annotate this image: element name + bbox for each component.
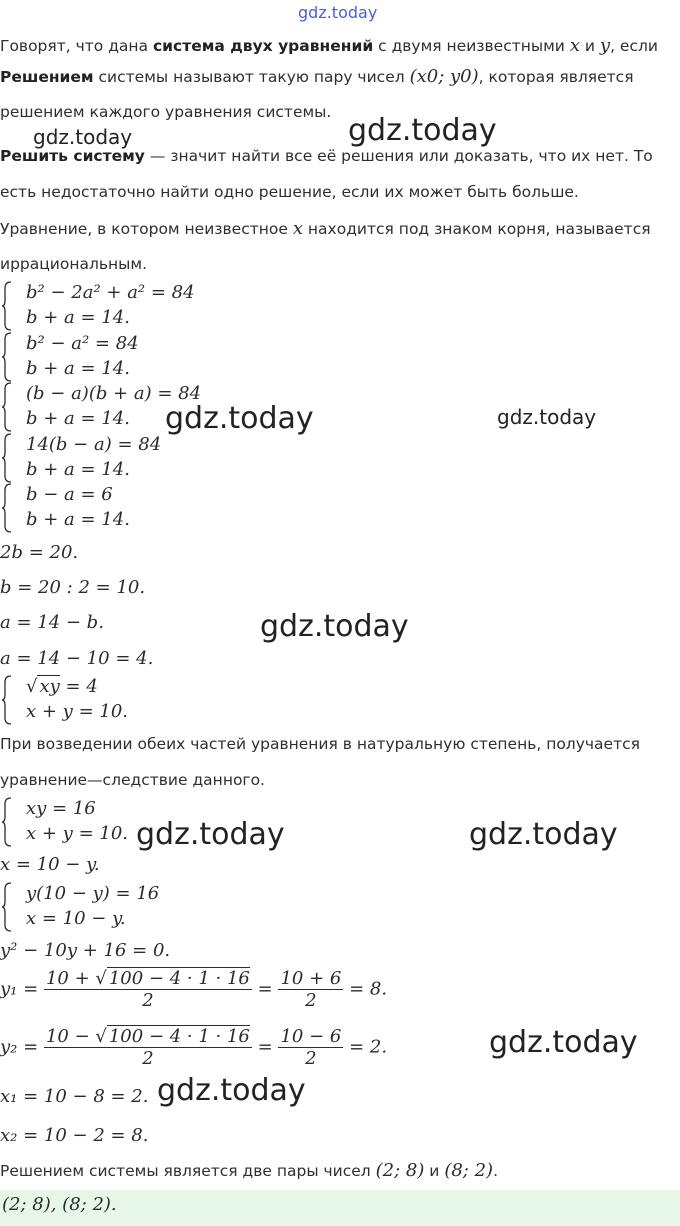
equation-row: y(10 − y) = 16 — [26, 883, 160, 904]
equation-row: b + a = 14. — [26, 459, 130, 480]
equation-row: xy = 16 — [26, 798, 96, 819]
definition-solution: Решением системы называют такую пару чисел (x0; y0), которая является — [0, 66, 634, 87]
equation-system-5 — [0, 482, 260, 534]
brace-icon — [1, 381, 13, 433]
brace-icon — [1, 280, 13, 332]
answer-text: (2; 8), (8; 2). — [2, 1194, 117, 1215]
definition-solve: Решить систему — значит найти все её решения или доказать, что их нет. То — [0, 147, 653, 165]
equation-row: x + y = 10. — [26, 701, 128, 722]
equation-system-1 — [0, 280, 260, 332]
watermark: gdz.today — [136, 817, 285, 852]
brace-icon — [1, 482, 13, 534]
watermark: gdz.today — [497, 405, 597, 429]
watermark: gdz.today — [469, 817, 618, 852]
equation-system-3 — [0, 381, 260, 433]
watermark-top: gdz.today — [298, 3, 378, 22]
equation-system-6 — [0, 674, 260, 726]
brace-icon — [1, 796, 13, 848]
definition-irrational-cont: иррациональным. — [0, 255, 148, 273]
equation-line: a = 14 − 10 = 4. — [0, 648, 154, 669]
watermark: gdz.today — [33, 125, 133, 149]
equation-row: b − a = 6 — [26, 484, 113, 505]
equation-row: x + y = 10. — [26, 823, 128, 844]
answer-box — [0, 1190, 680, 1226]
note-power-cont: уравнение—следствие данного. — [0, 771, 265, 789]
brace-icon — [1, 331, 13, 383]
fraction: $\frac{10 - √ 100 - 4 \cdot 1 \cdot 16}{2}$ — [45, 1026, 250, 1069]
definition-solution-cont: решением каждого уравнения системы. — [0, 103, 332, 121]
equation-row: x = 10 − y. — [26, 908, 126, 929]
equation-row: 14(b − a) = 84 — [26, 434, 162, 455]
watermark: gdz.today — [157, 1073, 306, 1108]
note-power: При возведении обеих частей уравнения в натуральную степень, получается — [0, 735, 640, 753]
watermark: gdz.today — [165, 401, 314, 436]
equation-row: b² − a² = 84 — [26, 333, 139, 354]
equation-row: b + a = 14. — [26, 408, 130, 429]
equation-row: √ xy = 4 — [26, 676, 98, 697]
equation-row: b + a = 14. — [26, 358, 130, 379]
definition-system: Говорят, что дана система двух уравнений с двумя неизвестными x и y, если — [0, 35, 658, 56]
fraction: $\frac{10 + 6}{2}$ — [280, 968, 342, 1011]
definition-solve-cont: есть недостаточно найти одно решение, если их может быть больше. — [0, 183, 579, 201]
equation-system-8 — [0, 881, 260, 933]
brace-icon — [1, 432, 13, 484]
fraction: $\frac{10 + √ 100 - 4 \cdot 1 \cdot 16}{2}$ — [45, 968, 250, 1011]
equation-system-2 — [0, 331, 260, 383]
equation-line: b = 20 : 2 = 10. — [0, 577, 146, 598]
equation-row: b + a = 14. — [26, 509, 130, 530]
equation-line: a = 14 − b. — [0, 612, 104, 633]
equation-system-4 — [0, 432, 260, 484]
conclusion: Решением системы является две пары чисел (2; 8) и (8; 2). — [0, 1160, 498, 1181]
equation-row: b + a = 14. — [26, 307, 130, 328]
watermark: gdz.today — [260, 609, 409, 644]
equation-row: b² − 2a² + a² = 84 — [26, 282, 195, 303]
equation-line: x₂ = 10 − 2 = 8. — [0, 1125, 149, 1146]
fraction: $\frac{10 - 6}{2}$ — [280, 1026, 342, 1069]
root-y2-formula: y₂ = $\frac{10 - √ 100 - 4 \cdot 1 \cdot 16}{2}$ = $\frac{10 - 6}{2}$ = 2. — [0, 1026, 388, 1069]
equation-row: (b − a)(b + a) = 84 — [26, 383, 202, 404]
brace-icon — [1, 674, 13, 726]
definition-irrational: Уравнение, в котором неизвестное x находится под знаком корня, называется — [0, 218, 651, 239]
equation-line: 2b = 20. — [0, 542, 79, 563]
brace-icon — [1, 881, 13, 933]
root-y1-formula: y₁ = $\frac{10 + √ 100 - 4 \cdot 1 \cdot 16}{2}$ = $\frac{10 + 6}{2}$ = 8. — [0, 968, 388, 1011]
watermark: gdz.today — [348, 113, 497, 148]
sqrt-radicand: xy — [39, 676, 60, 697]
equation-line: x = 10 − y. — [0, 854, 100, 875]
equation-system-7 — [0, 796, 260, 848]
equation-line: x₁ = 10 − 8 = 2. — [0, 1086, 149, 1107]
watermark: gdz.today — [489, 1025, 638, 1060]
quadratic-equation: y² − 10y + 16 = 0. — [0, 940, 171, 961]
